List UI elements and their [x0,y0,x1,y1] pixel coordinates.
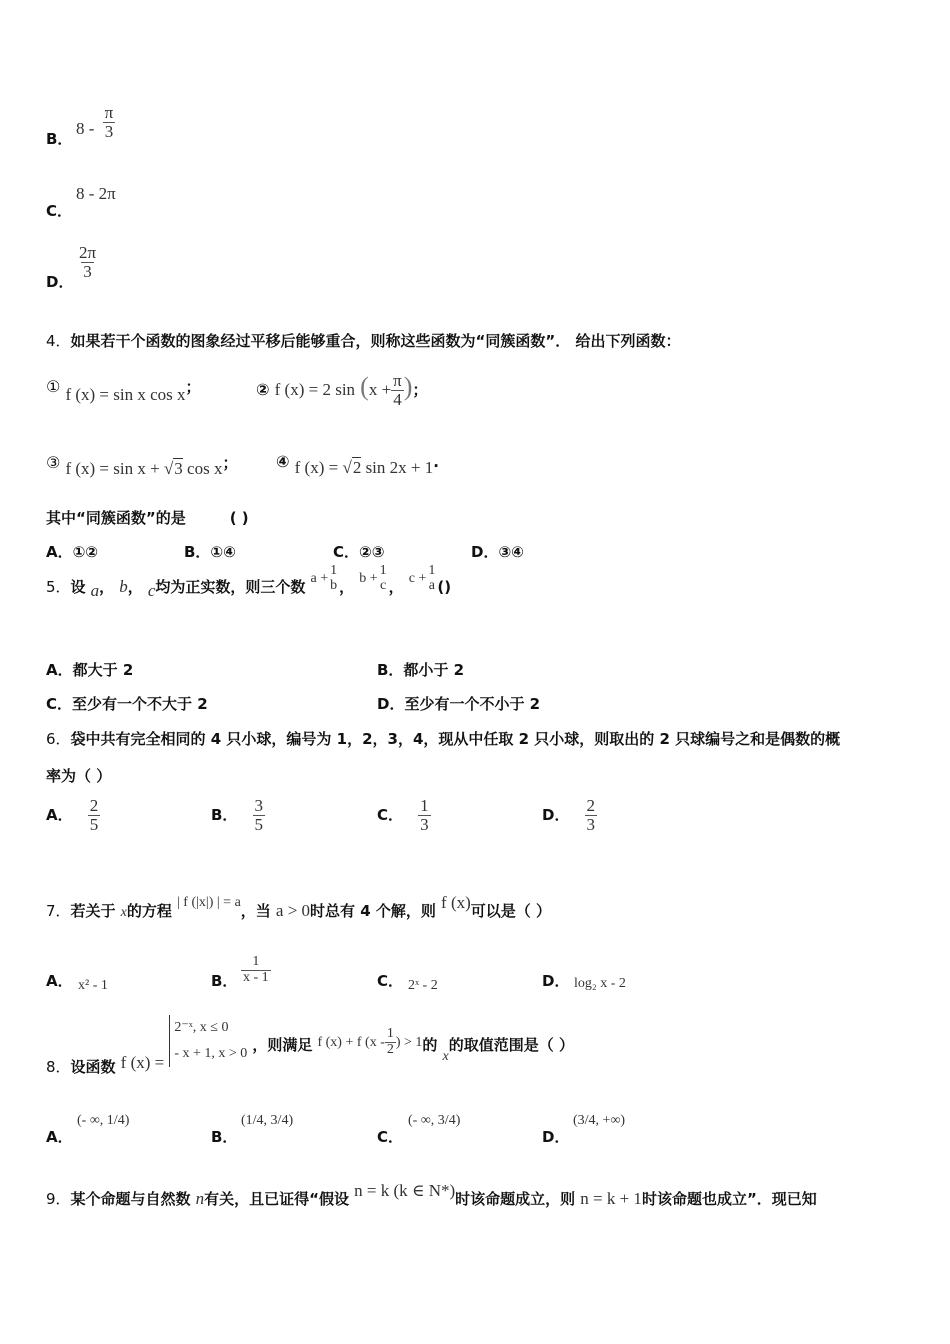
q5-option-a[interactable]: A．都大于 2 [46,661,134,679]
q3-option-b-expr: 8 - $\frac{\pi}{3}$ [76,103,114,141]
q4-option-b[interactable]: B．①④ [184,543,236,561]
q4-function-2: ② f (x) = 2 sin (x + $\frac{\pi}{4}$ )； [256,371,428,409]
q8-option-b-label[interactable]: B． [211,1128,238,1146]
q7-option-d-expr: log₂ x - 2 [574,976,626,991]
q3-option-d-expr: $\frac{2\pi}{3}$ [79,243,97,281]
q8-option-c-expr: (- ∞, 3/4) [408,1113,461,1128]
q6-option-c[interactable]: C． $\frac{1}{3}$ [377,796,429,834]
q5-option-d[interactable]: D．至少有一个不小于 2 [377,695,541,713]
q4-stem: 4．如果若干个函数的图象经过平移后能够重合，则称这些函数为“同簇函数”． 给出下列函数： [46,332,681,350]
q3-option-c-label: C． [46,202,73,220]
q6-option-d[interactable]: D． $\frac{2}{3}$ [542,796,596,834]
q8-option-b-expr: (1/4, 3/4) [241,1113,294,1128]
q4-option-a[interactable]: A．①② [46,543,99,561]
q7-option-b-label[interactable]: B． [211,972,238,990]
q8-option-d-label[interactable]: D． [542,1128,570,1146]
q9-stem: 9．某个命题与自然数 n有关，且已证得“假设 n = k (k ∈ N*)时该命题成立，则 n = k + 1时该命题也成立”．现已知 [46,1181,817,1208]
q7-option-d-label[interactable]: D． [542,972,570,990]
q6-stem-line1: 6．袋中共有完全相同的 4 只小球，编号为 1，2，3，4，现从中任取 2 只小球，则取出的 2 只球编号之和是偶数的概 [46,730,841,748]
q5-option-b[interactable]: B．都小于 2 [377,661,465,679]
q8-option-c-label[interactable]: C． [377,1128,404,1146]
q4-function-3: ③ f (x) = sin x + √3 cos x； [46,453,238,478]
q5-option-c[interactable]: C．至少有一个不大于 2 [46,695,208,713]
q3-option-b-label: B． [46,130,73,148]
q8-option-a-expr: (- ∞, 1/4) [77,1113,130,1128]
q7-option-a-label[interactable]: A． [46,972,73,990]
q5-stem: 5．设 a， b， c均为正实数，则三个数 a + 1 b ， b + 1 c ， c + 1 a () [46,563,452,600]
q8-stem: 8．设函数 f (x) = 2⁻ˣ, x ≤ 0 - x + 1, x > 0 ，则满足 f (x) + f (x - $\frac{1}{2}$ ) > 1的 x的取值范围是（ ） [46,1015,574,1067]
q7-option-c-expr: 2ˣ - 2 [408,978,438,993]
q4-option-d[interactable]: D．③④ [471,543,524,561]
q3-option-d-label: D． [46,273,74,291]
q8-option-d-expr: (3/4, +∞) [573,1113,626,1128]
q7-option-a-expr: x² - 1 [78,978,108,993]
q3-option-c-expr: 8 - 2π [76,184,116,203]
q7-option-c-label[interactable]: C． [377,972,404,990]
q6-option-b[interactable]: B． $\frac{3}{5}$ [211,796,264,834]
q4-question: 其中“同簇函数”的是 ( ) [46,509,249,527]
q8-option-a-label[interactable]: A． [46,1128,73,1146]
q7-stem: 7．若关于 x的方程 | f (|x|) | = a，当 a > 0时总有 4 个解，则 f (x)可以是（ ） [46,893,551,920]
q6-stem-line2: 率为（ ） [46,767,112,785]
q4-option-c[interactable]: C．②③ [333,543,385,561]
q7-option-b-expr: $\frac{1}{x - 1}$ [243,954,269,985]
q4-function-1: ① f (x) = sin x cos x； [46,377,201,404]
q4-function-4: ④ f (x) = √2 sin 2x + 1. [276,452,439,477]
q6-option-a[interactable]: A． $\frac{2}{5}$ [46,796,99,834]
